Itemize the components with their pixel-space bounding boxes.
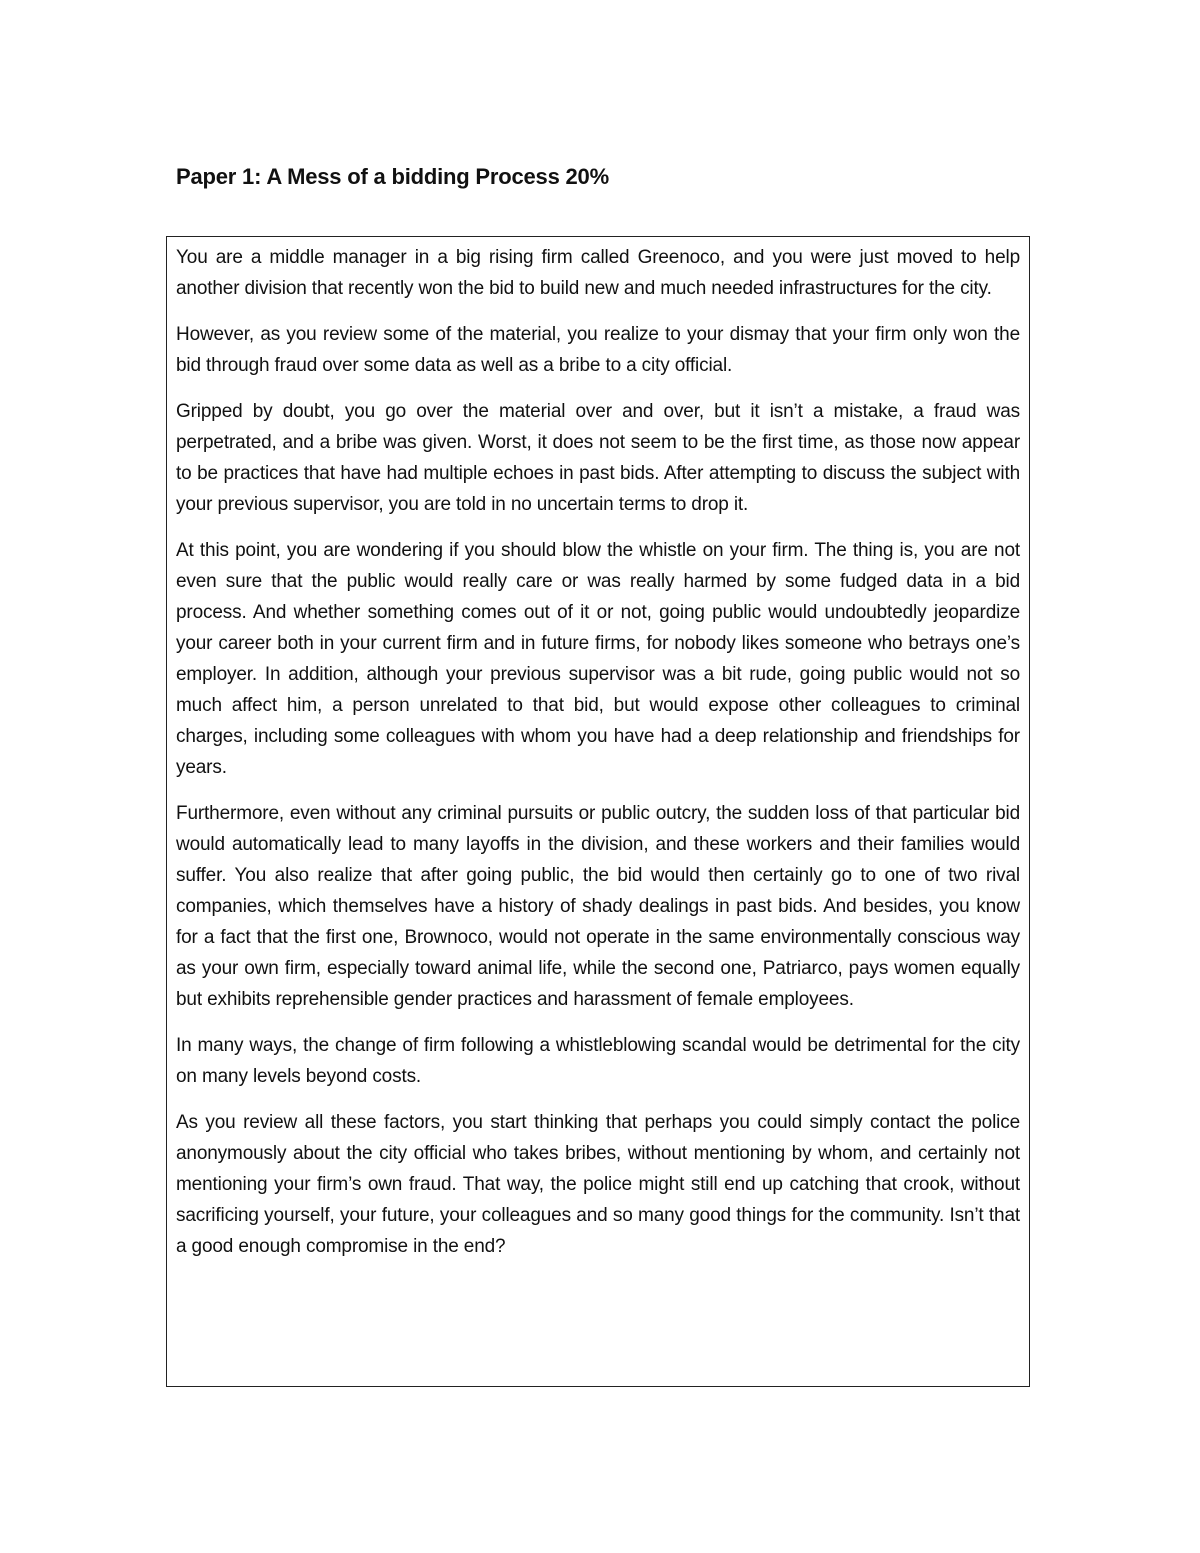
paragraph-7: As you review all these factors, you start thinking that perhaps you could simply contact the police anonymously about the city official who takes bribes, without mentioning by whom, and certainly not mentioning your firm’s own fraud. That way, the police might still end up catching that crook, without sacrificing yourself, your future, your colleagues and so many good things for the community. Isn’t that a good enough compromise in the end? xyxy=(176,1112,1020,1257)
paragraph-2: However, as you review some of the material, you realize to your dismay that your firm only won the bid through fraud over some data as well as a bribe to a city official. xyxy=(176,324,1020,376)
case-description-box xyxy=(166,236,1030,1387)
paragraph-4: At this point, you are wondering if you should blow the whistle on your firm. The thing is, you are not even sure that the public would really care or was really harmed by some fudged data in a bid process. And whether something comes out of it or not, going public would undoubtedly jeopardize your career both in your current firm and in future firms, for nobody likes someone who betrays one’s employer. In addition, although your previous supervisor was a bit rude, going public would not so much affect him, a person unrelated to that bid, but would expose other colleagues to criminal charges, including some colleagues with whom you have had a deep relationship and friendships for years. xyxy=(176,540,1020,778)
page-title: Paper 1: A Mess of a bidding Process 20% xyxy=(176,164,609,189)
paragraph-5: Furthermore, even without any criminal pursuits or public outcry, the sudden loss of that particular bid would automatically lead to many layoffs in the division, and these workers and their families would suffer. You also realize that after going public, the bid would then certainly go to one of two rival companies, which themselves have a history of shady dealings in past bids. And besides, you know for a fact that the first one, Brownoco, would not operate in the same environmentally conscious way as your own firm, especially toward animal life, while the second one, Patriarco, pays women equally but exhibits reprehensible gender practices and harassment of female employees. xyxy=(176,803,1020,1010)
paragraph-6: In many ways, the change of firm following a whistleblowing scandal would be detrimental for the city on many levels beyond costs. xyxy=(176,1035,1020,1087)
paragraph-1: You are a middle manager in a big rising firm called Greenoco, and you were just moved to help another division that recently won the bid to build new and much needed infrastructures for the city. xyxy=(176,247,1020,299)
paragraph-3: Gripped by doubt, you go over the material over and over, but it isn’t a mistake, a fraud was perpetrated, and a bribe was given. Worst, it does not seem to be the first time, as those now appear to be practices that have had multiple echoes in past bids. After attempting to discuss the subject with your previous supervisor, you are told in no uncertain terms to drop it. xyxy=(176,401,1020,515)
